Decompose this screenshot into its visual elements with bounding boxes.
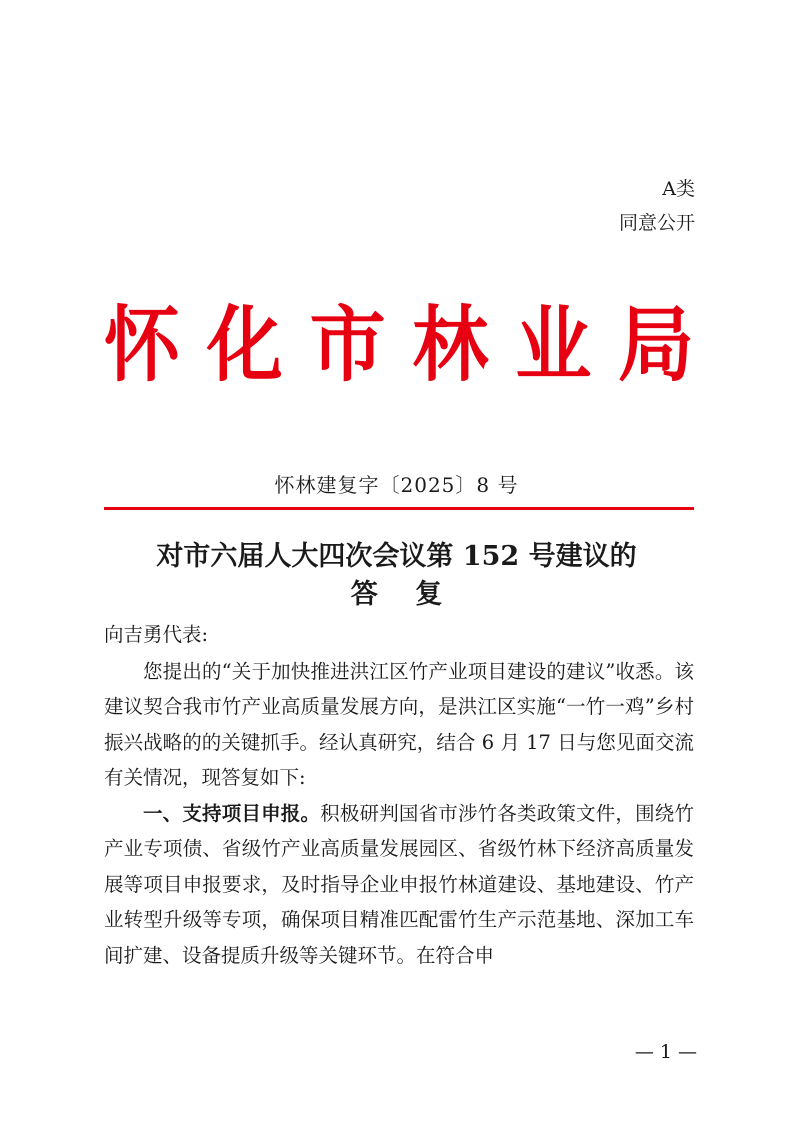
section-text: 积极研判国省市涉竹各类政策文件，围绕竹产业专项债、省级竹产业高质量发展园区、省级竹林下经济高质量发展等项目申报要求，及时指导企业申报竹林道建设、基地建设、竹产业转型升级等专项，确保项目精准匹配雷竹生产示范基地、深加工车间扩建、设备提质升级等关键环节。在符合申 — [104, 801, 694, 967]
document-title — [0, 538, 793, 614]
page-number: — 1 — — [634, 1041, 697, 1063]
classification-block — [619, 172, 695, 240]
masthead-agency-name — [104, 286, 694, 405]
salutation: 向吉勇代表: — [104, 623, 209, 646]
red-divider-line — [104, 507, 694, 510]
classification-category: A类 — [662, 178, 695, 200]
disclosure-status: 同意公开 — [618, 212, 695, 234]
body-paragraph: 您提出的“关于加快推进洪江区竹产业项目建设的建议”收悉。该建议契合我市竹产业高质量发展方向，是洪江区实施“一竹一鸡”乡村振兴战略的的关键抓手。经认真研究，结合 6 月 17 日与您见面交流有关情况，现答复如下: — [104, 659, 694, 789]
title-line-1: 对市六届人大四次会议第 152 号建议的 — [156, 541, 637, 572]
masthead-char: 怀 — [104, 296, 180, 393]
section-heading: 一、支持项目申报。 — [143, 801, 321, 825]
masthead-char: 化 — [206, 296, 283, 393]
masthead-char: 市 — [309, 296, 386, 393]
document-body — [104, 617, 694, 973]
masthead-char: 局 — [617, 296, 694, 393]
title-line-2: 答 复 — [350, 579, 457, 610]
masthead-char: 业 — [515, 296, 592, 393]
document-number: 怀林建复字〔2025〕8 号 — [274, 473, 519, 497]
masthead-char: 林 — [412, 296, 489, 393]
section-paragraph — [104, 796, 694, 974]
